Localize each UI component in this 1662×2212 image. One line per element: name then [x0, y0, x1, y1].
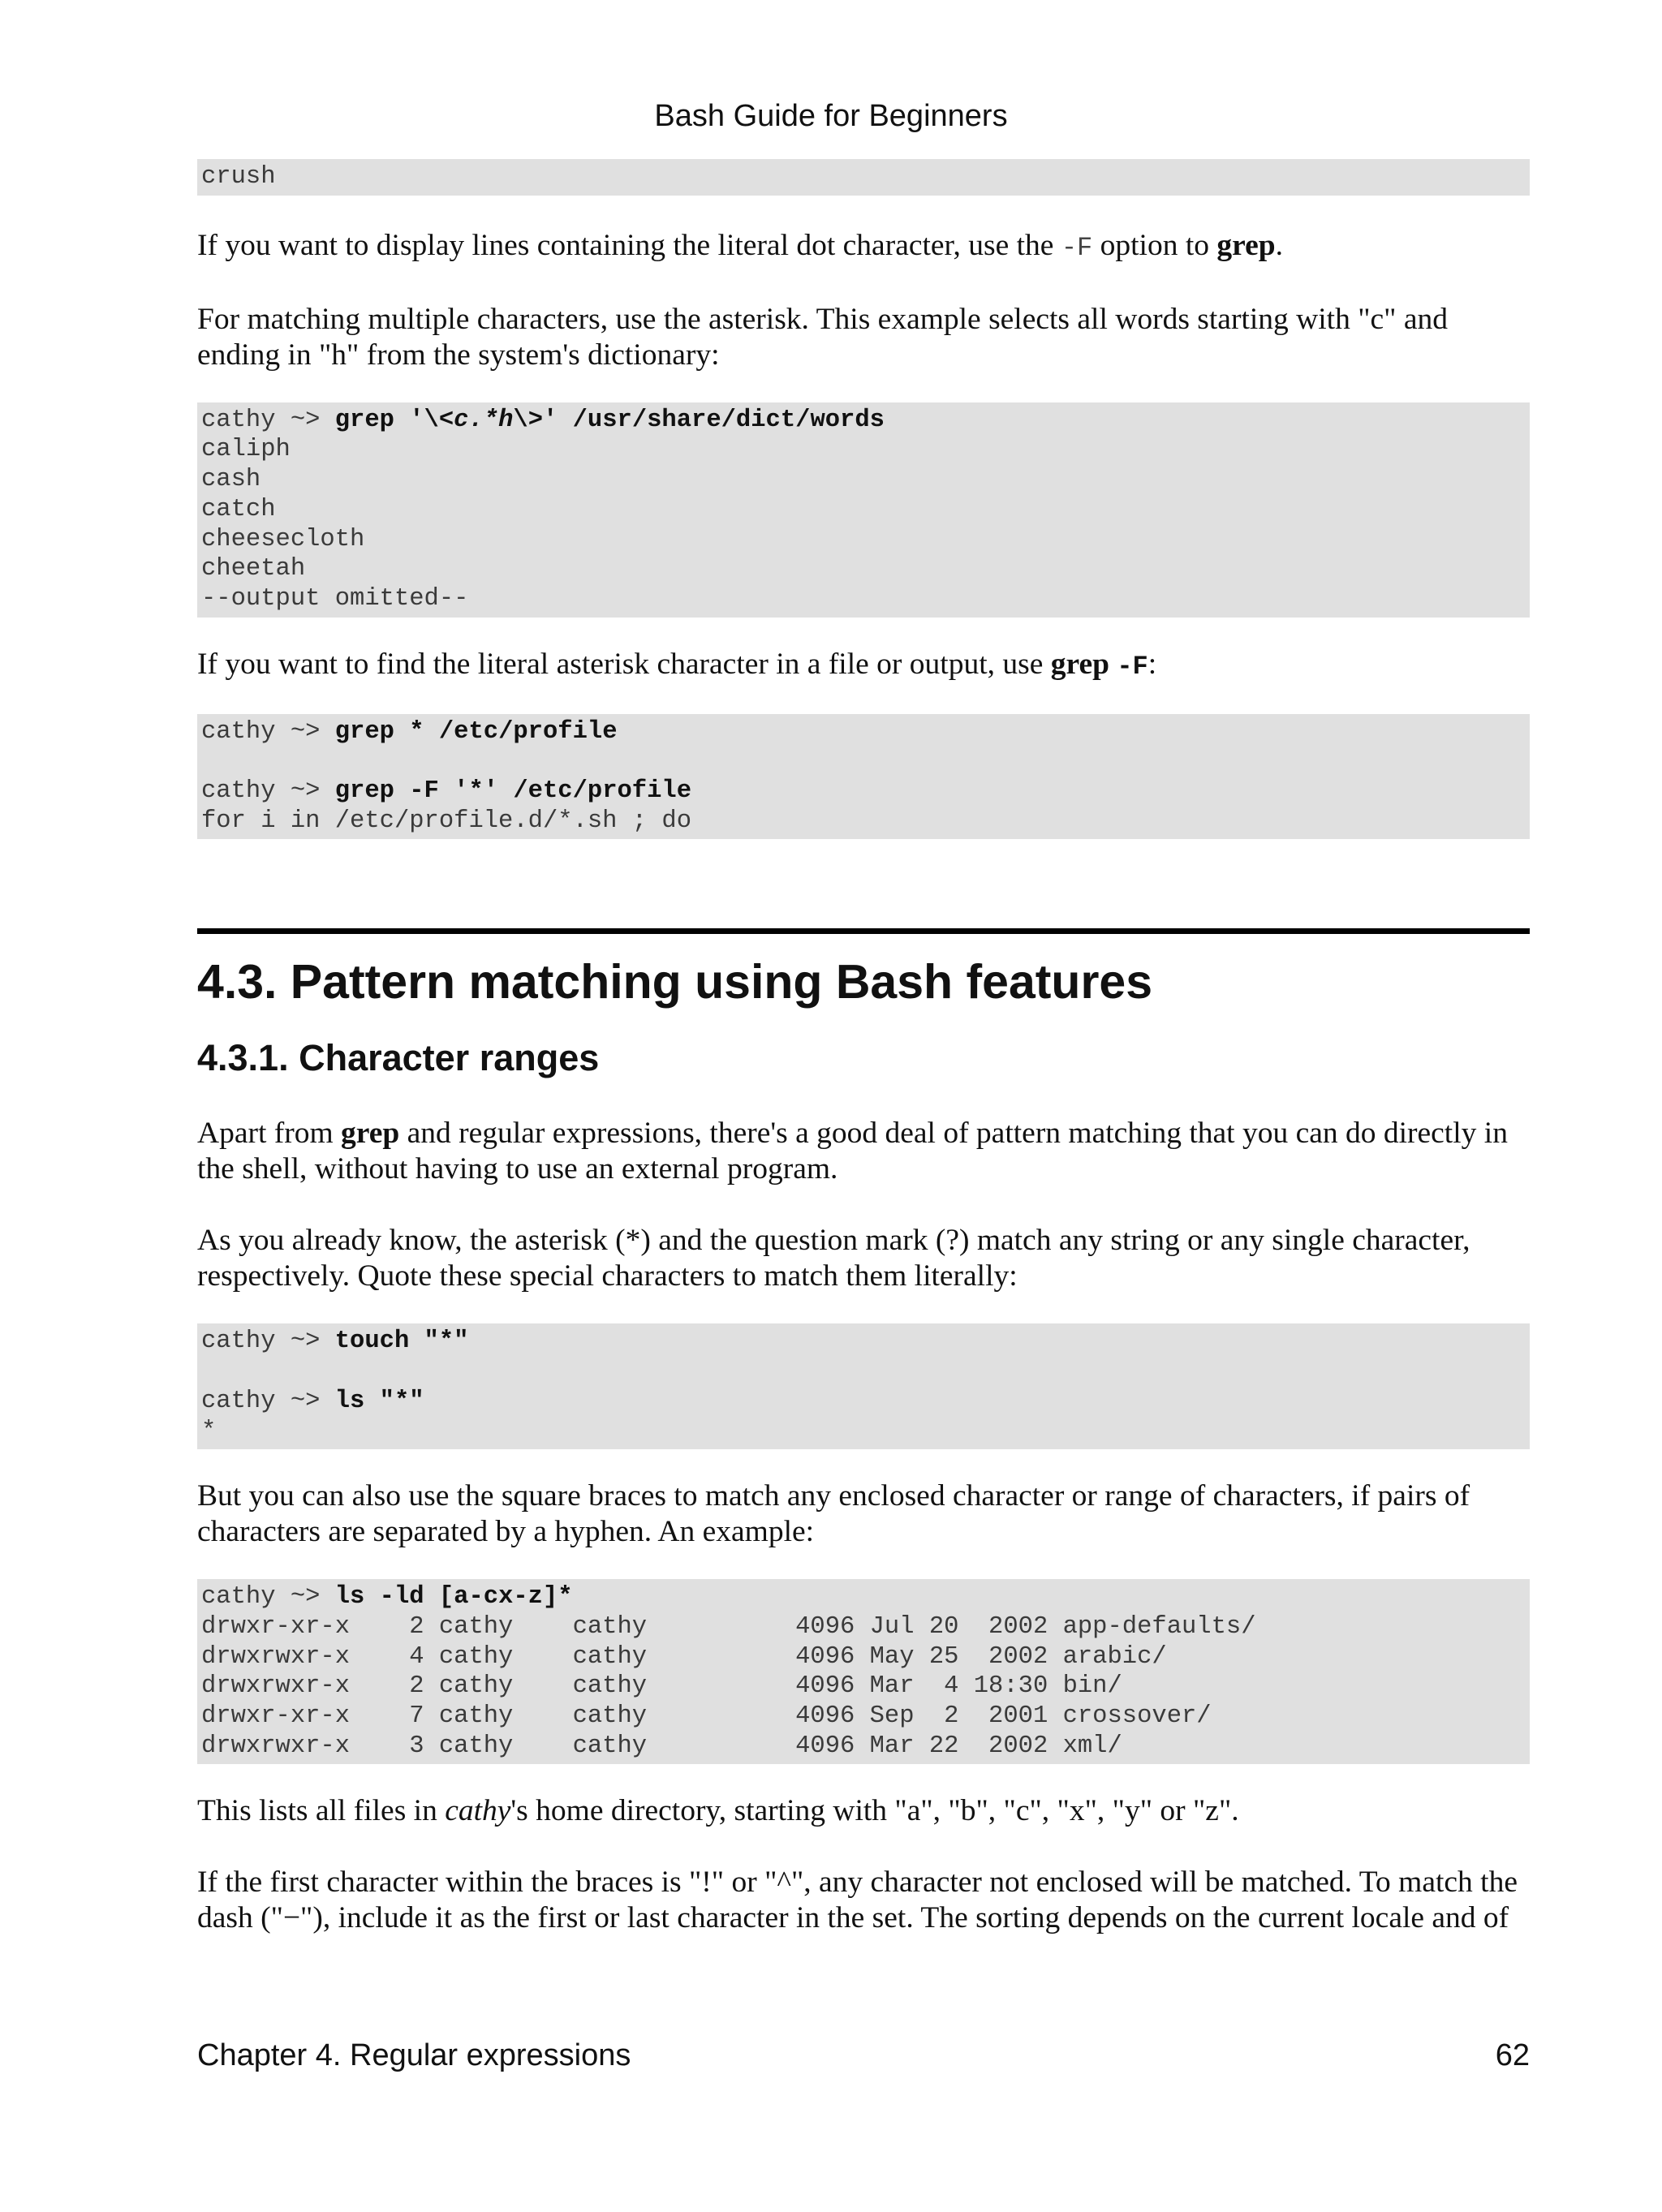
inline-option: -F — [1061, 232, 1093, 263]
code-output-line: crush — [201, 163, 276, 191]
code-output-line: cash — [201, 466, 261, 494]
code-block-profile — [197, 714, 1530, 840]
code-output-line: caliph — [201, 436, 291, 464]
code-output-line: cheesecloth — [201, 525, 365, 553]
command: grep * /etc/profile — [334, 717, 618, 746]
code-block-touch — [197, 1323, 1530, 1449]
code-output-line: drwxr-xr-x 2 cathy cathy 4096 Jul 20 2002 app-defaults/ — [201, 1612, 1256, 1641]
prompt: cathy ~> — [201, 406, 335, 434]
command-italic: c.*h — [454, 406, 514, 434]
command-name: grep — [1050, 647, 1109, 681]
paragraph-know: As you already know, the asterisk (*) and the question mark (?) match any string or any single character, respectively. Quote these special characters to match them literally: — [197, 1224, 1470, 1293]
code-output-line: * — [201, 1417, 217, 1445]
text-span: Apart from — [197, 1117, 342, 1151]
paragraph-lists — [197, 1793, 1530, 1829]
code-output-line: for i in /etc/profile.d/*.sh ; do — [201, 807, 691, 835]
paragraph-asterisk: For matching multiple characters, use the asterisk. This example selects all words starting with "c" and ending in "h" from the system's dictionary: — [197, 302, 1448, 372]
paragraph-literal — [197, 647, 1530, 685]
text-span: If you want to display lines containing the literal dot character, use the — [197, 228, 1061, 262]
page-number: 62 — [1495, 2038, 1530, 2072]
code-output-line: drwxrwxr-x 3 cathy cathy 4096 Mar 22 2002 xml/ — [201, 1732, 1122, 1760]
command-part: grep '\< — [334, 406, 454, 434]
running-header: Bash Guide for Beginners — [654, 99, 1008, 133]
text-span: . — [1275, 228, 1283, 262]
text-span: : — [1147, 647, 1157, 681]
page-content — [197, 159, 1530, 1936]
command-name: grep — [1216, 228, 1276, 262]
section-rule — [197, 928, 1530, 934]
code-output-line: drwxrwxr-x 2 cathy cathy 4096 Mar 4 18:30 bin/ — [201, 1672, 1122, 1701]
code-output-line: drwxrwxr-x 4 cathy cathy 4096 May 25 2002 arabic/ — [201, 1642, 1167, 1671]
command: ls "*" — [334, 1387, 424, 1415]
code-output-line: catch — [201, 495, 276, 523]
command-option: -F — [1117, 651, 1148, 682]
subsection-heading: 4.3.1. Character ranges — [197, 1037, 600, 1079]
text-span: and regular expressions, there's a good deal of pattern matching that you can do directly in the shell, without having to use an external program. — [197, 1117, 1508, 1186]
code-output-line: drwxr-xr-x 7 cathy cathy 4096 Sep 2 2001 crossover/ — [201, 1702, 1212, 1731]
text-span: 's home directory, starting with "a", "b", "c", "x", "y" or "z". — [510, 1794, 1239, 1828]
running-footer — [197, 2038, 1530, 2073]
code-block-dict — [197, 402, 1530, 618]
username: cathy — [445, 1794, 511, 1828]
text-span: This lists all files in — [197, 1794, 446, 1828]
text-span: If you want to find the literal asterisk character in a file or output, use — [197, 647, 1051, 681]
code-block-crush — [197, 159, 1530, 196]
command — [335, 407, 885, 434]
command-part: \>' /usr/share/dict/words — [513, 406, 885, 434]
command: grep -F '*' /etc/profile — [334, 777, 692, 806]
prompt: cathy ~> — [201, 1583, 335, 1612]
command: ls -ld [a-cx-z]* — [334, 1583, 573, 1612]
paragraph-first: If the first character within the braces is "!" or "^", any character not enclosed will be matched. To match the dash ("−"), include it as the first or last character in the set. The sorting depends on the current locale and of — [197, 1866, 1518, 1935]
footer-chapter: Chapter 4. Regular expressions — [197, 2038, 631, 2072]
paragraph-apart — [197, 1116, 1530, 1187]
paragraph-braces: But you can also use the square braces to match any enclosed character or range of characters, if pairs of characters are separated by a hyphen. An example: — [197, 1479, 1470, 1549]
command: touch "*" — [334, 1328, 469, 1356]
code-block-ls — [197, 1579, 1530, 1764]
section-heading: 4.3. Pattern matching using Bash features — [197, 955, 1153, 1009]
code-output-line: cheetah — [201, 555, 306, 583]
text-span: option to — [1092, 228, 1217, 262]
command-name: grep — [341, 1117, 400, 1151]
paragraph-dot — [197, 228, 1530, 266]
prompt: cathy ~> — [201, 777, 335, 806]
code-output-line: --output omitted-- — [201, 584, 469, 613]
prompt: cathy ~> — [201, 1328, 335, 1356]
prompt: cathy ~> — [201, 717, 335, 746]
prompt: cathy ~> — [201, 1387, 335, 1415]
